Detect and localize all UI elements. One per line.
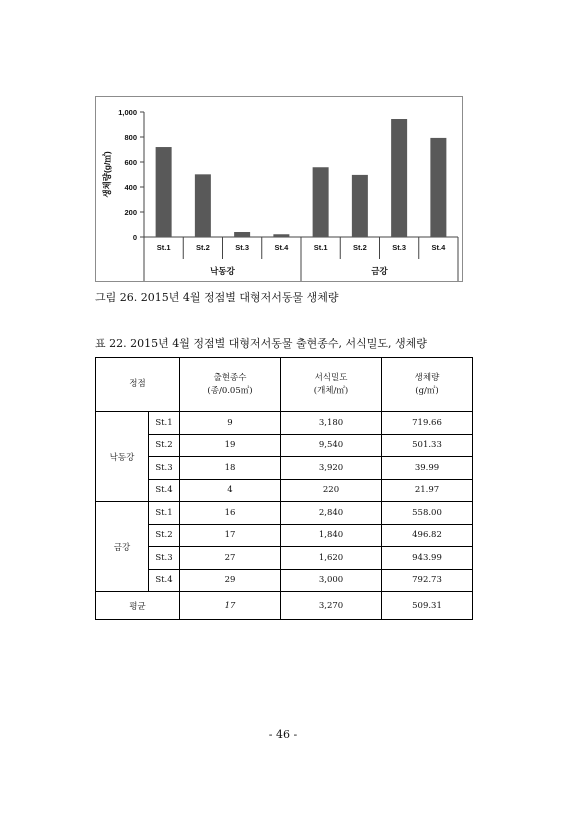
x-tick-label: St.2 [352,243,367,252]
species-cell: 17 [180,524,281,547]
group-label: 금강 [96,502,149,592]
bar [430,138,446,237]
x-tick-label: St.4 [431,243,446,252]
table-row [96,457,473,480]
table-row [96,412,473,435]
species-cell: 9 [180,412,281,435]
header-biomass-title: 생체량 [414,372,440,383]
page-number: - 46 - [268,728,298,741]
header-density [281,358,382,412]
x-tick-label: St.3 [235,243,250,252]
biomass-cell: 943.99 [382,547,473,570]
bar [156,147,172,237]
species-cell: 4 [180,479,281,502]
biomass-chart-svg [96,97,464,283]
biomass-chart [95,96,463,282]
density-cell: 3,000 [281,569,382,592]
station-cell: St.1 [149,502,180,525]
header-biomass [382,358,473,412]
biomass-cell: 792.73 [382,569,473,592]
table-row [96,547,473,570]
biomass-cell: 501.33 [382,434,473,457]
table-row [96,524,473,547]
species-cell: 18 [180,457,281,480]
header-biomass-unit: (g/㎡) [415,385,439,396]
group-label: 낙동강 [210,266,235,276]
y-tick-label: 200 [124,208,137,217]
y-axis-title: 생체량(g/㎡) [102,151,112,198]
station-cell: St.2 [149,434,180,457]
header-station: 정점 [96,358,180,412]
density-cell: 3,180 [281,412,382,435]
bar [273,234,289,237]
station-cell: St.4 [149,569,180,592]
species-cell: 27 [180,547,281,570]
group-label: 금강 [371,266,388,276]
x-tick-label: St.1 [313,243,328,252]
average-density: 3,270 [281,592,382,620]
station-cell: St.3 [149,547,180,570]
y-tick-label: 600 [124,158,137,167]
species-cell: 19 [180,434,281,457]
biomass-cell: 21.97 [382,479,473,502]
table-caption: 표 22. 2015년 4월 정점별 대형저서동물 출현종수, 서식밀도, 생체량 [95,337,427,350]
header-species [180,358,281,412]
table-row [96,434,473,457]
biomass-cell: 558.00 [382,502,473,525]
average-label: 평균 [96,592,180,620]
bar [313,167,329,237]
average-row [96,592,473,620]
bar [195,174,211,237]
header-species-unit: (종/0.05㎡) [207,385,253,396]
density-cell: 1,840 [281,524,382,547]
station-cell: St.2 [149,524,180,547]
table-row [96,479,473,502]
x-tick-label: St.1 [156,243,171,252]
bar [352,175,368,237]
x-tick-label: St.3 [392,243,407,252]
station-cell: St.4 [149,479,180,502]
density-cell: 3,920 [281,457,382,480]
density-cell: 2,840 [281,502,382,525]
data-table [95,357,473,620]
header-density-unit: (개체/㎡) [313,385,349,396]
density-cell: 9,540 [281,434,382,457]
y-tick-label: 0 [132,233,137,242]
species-cell: 16 [180,502,281,525]
average-biomass: 509.31 [382,592,473,620]
biomass-cell: 496.82 [382,524,473,547]
y-tick-label: 1,000 [118,108,137,117]
figure-caption: 그림 26. 2015년 4월 정점별 대형저서동물 생체량 [95,291,339,304]
biomass-cell: 39.99 [382,457,473,480]
table-row [96,569,473,592]
y-tick-label: 800 [124,133,137,142]
density-cell: 1,620 [281,547,382,570]
group-label: 낙동강 [96,412,149,502]
species-cell: 29 [180,569,281,592]
y-tick-label: 400 [124,183,137,192]
station-cell: St.1 [149,412,180,435]
header-species-title: 출현종수 [213,372,247,383]
biomass-cell: 719.66 [382,412,473,435]
bar [391,119,407,237]
density-cell: 220 [281,479,382,502]
x-tick-label: St.4 [274,243,289,252]
table-row [96,502,473,525]
x-tick-label: St.2 [195,243,210,252]
average-species: 17 [180,592,281,620]
station-cell: St.3 [149,457,180,480]
header-density-title: 서식밀도 [314,372,348,383]
bar [234,232,250,237]
